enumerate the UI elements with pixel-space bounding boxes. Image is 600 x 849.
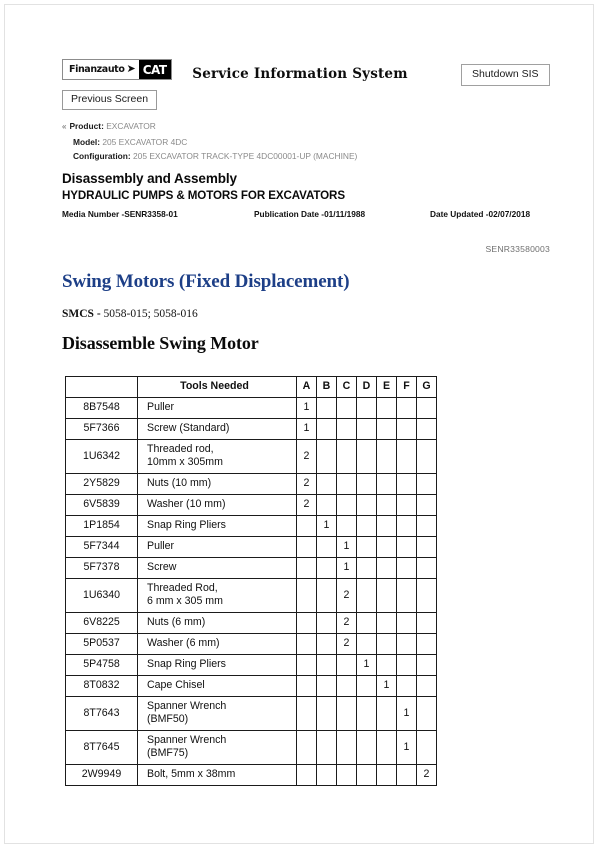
- cell-description: [138, 697, 297, 731]
- cell-qty-c: [337, 697, 357, 731]
- description-line-1: Threaded Rod,: [147, 582, 218, 594]
- publication-date: Publication Date -01/11/1988: [254, 209, 366, 219]
- table-row: [66, 765, 437, 786]
- cell-qty-c: [337, 419, 357, 440]
- smcs-line: [62, 308, 198, 320]
- cell-part-number: 8T0832: [66, 676, 138, 697]
- document-metadata: [62, 209, 542, 221]
- cell-qty-d: 1: [357, 655, 377, 676]
- breadcrumb-product-label: Product:: [69, 121, 104, 131]
- breadcrumb-configuration-value: 205 EXCAVATOR TRACK-TYPE 4DC00001-UP (MACHINE): [133, 151, 358, 161]
- page-title: Service Information System: [192, 66, 408, 82]
- cell-qty-d: [357, 731, 377, 765]
- cell-qty-b: [317, 558, 337, 579]
- cell-qty-c: [337, 676, 357, 697]
- cell-description: [138, 537, 297, 558]
- cell-qty-g: [417, 697, 437, 731]
- table-header-row: [66, 377, 437, 398]
- breadcrumb-model-label: Model:: [73, 136, 100, 147]
- cell-part-number: 2W9949: [66, 765, 138, 786]
- cell-qty-g: [417, 440, 437, 474]
- cell-qty-f: [397, 634, 417, 655]
- cell-qty-c: 1: [337, 537, 357, 558]
- breadcrumb-product-value: EXCAVATOR: [106, 121, 156, 131]
- description-line-1: Washer (6 mm): [147, 637, 220, 649]
- cell-qty-b: 1: [317, 516, 337, 537]
- document-heading-block: [62, 171, 542, 221]
- cell-part-number: 6V5839: [66, 495, 138, 516]
- description-line-1: Snap Ring Pliers: [147, 519, 226, 531]
- document-page: [4, 4, 594, 844]
- cell-qty-b: [317, 537, 337, 558]
- cell-description: [138, 440, 297, 474]
- description-line-2: (BMF75): [147, 747, 189, 759]
- description-line-2: (BMF50): [147, 713, 189, 725]
- description-line-1: Bolt, 5mm x 38mm: [147, 768, 236, 780]
- cell-qty-f: [397, 516, 417, 537]
- cell-qty-a: [297, 765, 317, 786]
- breadcrumb-item-configuration[interactable]: [62, 149, 357, 164]
- cell-qty-d: [357, 765, 377, 786]
- logo-brand-text: Finanzauto: [69, 63, 125, 75]
- cell-qty-c: [337, 474, 357, 495]
- cell-description: [138, 419, 297, 440]
- cell-qty-f: [397, 398, 417, 419]
- cell-qty-c: [337, 516, 357, 537]
- cell-part-number: 8T7643: [66, 697, 138, 731]
- header-col-g: G: [417, 377, 437, 398]
- table-row: [66, 495, 437, 516]
- description-line-2: 10mm x 305mm: [147, 456, 223, 468]
- table-row: [66, 537, 437, 558]
- description-line-1: Threaded rod,: [147, 443, 214, 455]
- cell-description: [138, 474, 297, 495]
- cat-logo-text: CAT: [139, 60, 171, 79]
- table-row: [66, 655, 437, 676]
- date-updated: Date Updated -02/07/2018: [430, 209, 531, 219]
- table-row: [66, 634, 437, 655]
- table-body: [66, 398, 437, 786]
- cell-qty-g: [417, 655, 437, 676]
- cell-qty-e: [377, 579, 397, 613]
- cell-part-number: 1P1854: [66, 516, 138, 537]
- header-col-a: A: [297, 377, 317, 398]
- header-part-number: [66, 377, 138, 398]
- cell-description: [138, 765, 297, 786]
- cell-qty-b: [317, 440, 337, 474]
- table-row: [66, 579, 437, 613]
- cell-qty-a: [297, 655, 317, 676]
- cell-qty-e: 1: [377, 676, 397, 697]
- description-line-1: Spanner Wrench: [147, 734, 227, 746]
- cell-qty-c: 2: [337, 579, 357, 613]
- breadcrumb-configuration-label: Configuration:: [73, 151, 131, 161]
- table-row: [66, 558, 437, 579]
- section-heading-swing-motors: Swing Motors (Fixed Displacement): [62, 271, 350, 292]
- cell-part-number: 8T7645: [66, 731, 138, 765]
- cell-qty-e: [377, 516, 397, 537]
- breadcrumb-model-value: 205 EXCAVATOR 4DC: [102, 136, 188, 147]
- cell-qty-d: [357, 579, 377, 613]
- cell-qty-g: [417, 419, 437, 440]
- document-subtitle: HYDRAULIC PUMPS & MOTORS FOR EXCAVATORS: [62, 189, 345, 202]
- table-header: [66, 377, 437, 398]
- cell-qty-e: [377, 495, 397, 516]
- shutdown-sis-button[interactable]: Shutdown SIS: [461, 64, 550, 86]
- cell-qty-b: [317, 655, 337, 676]
- cell-qty-b: [317, 474, 337, 495]
- cell-qty-a: 2: [297, 495, 317, 516]
- cell-description: [138, 613, 297, 634]
- cell-qty-b: [317, 495, 337, 516]
- cell-qty-c: 2: [337, 634, 357, 655]
- table-row: [66, 516, 437, 537]
- cell-qty-c: [337, 495, 357, 516]
- cell-qty-a: [297, 537, 317, 558]
- cell-part-number: 6V8225: [66, 613, 138, 634]
- description-line-1: Snap Ring Pliers: [147, 658, 226, 670]
- description-line-1: Puller: [147, 540, 175, 552]
- description-line-1: Nuts (6 mm): [147, 616, 206, 628]
- cell-qty-b: [317, 697, 337, 731]
- cell-qty-a: [297, 634, 317, 655]
- cell-part-number: 8B7548: [66, 398, 138, 419]
- cell-qty-a: [297, 558, 317, 579]
- cell-qty-g: [417, 579, 437, 613]
- cell-qty-f: [397, 655, 417, 676]
- cell-qty-f: [397, 613, 417, 634]
- cell-qty-e: [377, 634, 397, 655]
- cell-qty-d: [357, 537, 377, 558]
- cell-qty-d: [357, 398, 377, 419]
- description-line-1: Nuts (10 mm): [147, 477, 212, 489]
- smcs-label: SMCS -: [62, 308, 101, 320]
- cell-qty-f: 1: [397, 697, 417, 731]
- cell-description: [138, 634, 297, 655]
- cell-qty-g: [417, 613, 437, 634]
- tools-needed-table: [65, 376, 437, 786]
- table-row: [66, 613, 437, 634]
- cell-part-number: 5F7366: [66, 419, 138, 440]
- cell-qty-b: [317, 731, 337, 765]
- description-line-1: Cape Chisel: [147, 679, 205, 691]
- cell-qty-b: [317, 613, 337, 634]
- cell-description: [138, 731, 297, 765]
- cell-part-number: 2Y5829: [66, 474, 138, 495]
- cell-description: [138, 676, 297, 697]
- cell-qty-f: [397, 474, 417, 495]
- cell-qty-c: [337, 398, 357, 419]
- cell-description: [138, 558, 297, 579]
- cell-description: [138, 516, 297, 537]
- cell-qty-a: 1: [297, 398, 317, 419]
- table-row: [66, 676, 437, 697]
- description-line-1: Spanner Wrench: [147, 700, 227, 712]
- table-row: [66, 474, 437, 495]
- cell-qty-a: [297, 579, 317, 613]
- cell-qty-f: [397, 676, 417, 697]
- description-line-1: Washer (10 mm): [147, 498, 226, 510]
- cell-qty-d: [357, 676, 377, 697]
- cell-qty-f: [397, 419, 417, 440]
- description-line-1: Screw (Standard): [147, 422, 230, 434]
- cell-qty-g: [417, 676, 437, 697]
- cell-qty-g: 2: [417, 765, 437, 786]
- media-number: Media Number -SENR3358-01: [62, 209, 178, 219]
- cell-qty-e: [377, 440, 397, 474]
- cell-qty-d: [357, 495, 377, 516]
- cell-qty-b: [317, 765, 337, 786]
- cell-part-number: 5P0537: [66, 634, 138, 655]
- cell-qty-b: [317, 579, 337, 613]
- header-tools-needed: Tools Needed: [138, 377, 297, 398]
- cell-qty-e: [377, 398, 397, 419]
- cell-qty-b: [317, 634, 337, 655]
- cell-qty-c: [337, 731, 357, 765]
- header-col-f: F: [397, 377, 417, 398]
- cell-qty-d: [357, 419, 377, 440]
- table-row: [66, 731, 437, 765]
- breadcrumb-back-icon[interactable]: «: [62, 122, 67, 131]
- app-toolbar: [5, 5, 593, 105]
- cell-qty-b: [317, 398, 337, 419]
- cell-qty-g: [417, 537, 437, 558]
- cell-qty-d: [357, 697, 377, 731]
- header-col-b: B: [317, 377, 337, 398]
- cell-qty-e: [377, 537, 397, 558]
- table-row: [66, 398, 437, 419]
- cell-part-number: 5F7378: [66, 558, 138, 579]
- cell-qty-a: [297, 697, 317, 731]
- cell-qty-e: [377, 765, 397, 786]
- cell-qty-g: [417, 558, 437, 579]
- cell-qty-a: [297, 516, 317, 537]
- cell-part-number: 1U6340: [66, 579, 138, 613]
- cell-qty-c: [337, 655, 357, 676]
- header-col-d: D: [357, 377, 377, 398]
- cell-part-number: 5P4758: [66, 655, 138, 676]
- cell-part-number: 5F7344: [66, 537, 138, 558]
- cell-qty-a: [297, 613, 317, 634]
- breadcrumb-item-model[interactable]: [62, 135, 357, 150]
- cell-qty-f: 1: [397, 731, 417, 765]
- breadcrumb-item-product[interactable]: [62, 119, 357, 135]
- cell-description: [138, 398, 297, 419]
- cell-qty-f: [397, 558, 417, 579]
- cell-qty-e: [377, 697, 397, 731]
- cell-qty-a: 2: [297, 440, 317, 474]
- description-line-1: Screw: [147, 561, 177, 573]
- cell-qty-d: [357, 440, 377, 474]
- header-col-e: E: [377, 377, 397, 398]
- description-line-2: 6 mm x 305 mm: [147, 595, 223, 607]
- cell-qty-e: [377, 731, 397, 765]
- previous-screen-button[interactable]: Previous Screen: [62, 90, 157, 110]
- cell-qty-g: [417, 495, 437, 516]
- cell-qty-b: [317, 676, 337, 697]
- cell-qty-e: [377, 474, 397, 495]
- cell-qty-a: [297, 731, 317, 765]
- cell-qty-d: [357, 516, 377, 537]
- cell-qty-d: [357, 634, 377, 655]
- cell-qty-f: [397, 765, 417, 786]
- cell-qty-f: [397, 495, 417, 516]
- cell-qty-g: [417, 474, 437, 495]
- logo-arrow-icon: ➤: [126, 63, 136, 75]
- cell-qty-a: 2: [297, 474, 317, 495]
- document-id: SENR33580003: [485, 244, 550, 254]
- cell-part-number: 1U6342: [66, 440, 138, 474]
- cell-qty-d: [357, 613, 377, 634]
- cell-qty-f: [397, 537, 417, 558]
- cell-qty-d: [357, 474, 377, 495]
- cell-qty-g: [417, 731, 437, 765]
- cell-qty-e: [377, 419, 397, 440]
- document-title: Disassembly and Assembly: [62, 171, 237, 186]
- cell-qty-f: [397, 579, 417, 613]
- cell-qty-c: [337, 765, 357, 786]
- cell-qty-e: [377, 613, 397, 634]
- cell-qty-d: [357, 558, 377, 579]
- table-row: [66, 697, 437, 731]
- smcs-codes: 5058-015; 5058-016: [103, 308, 198, 320]
- cell-qty-e: [377, 655, 397, 676]
- cell-qty-g: [417, 516, 437, 537]
- cell-qty-b: [317, 419, 337, 440]
- cell-qty-e: [377, 558, 397, 579]
- description-line-1: Puller: [147, 401, 175, 413]
- cell-qty-a: 1: [297, 419, 317, 440]
- cell-description: [138, 579, 297, 613]
- cell-description: [138, 495, 297, 516]
- table-row: [66, 440, 437, 474]
- table-row: [66, 419, 437, 440]
- section-heading-disassemble: Disassemble Swing Motor: [62, 333, 259, 353]
- cell-qty-f: [397, 440, 417, 474]
- breadcrumb: [62, 119, 357, 164]
- cell-qty-g: [417, 398, 437, 419]
- header-col-c: C: [337, 377, 357, 398]
- cell-qty-a: [297, 676, 317, 697]
- cell-qty-c: 1: [337, 558, 357, 579]
- cell-qty-c: [337, 440, 357, 474]
- cell-description: [138, 655, 297, 676]
- cell-qty-c: 2: [337, 613, 357, 634]
- cell-qty-g: [417, 634, 437, 655]
